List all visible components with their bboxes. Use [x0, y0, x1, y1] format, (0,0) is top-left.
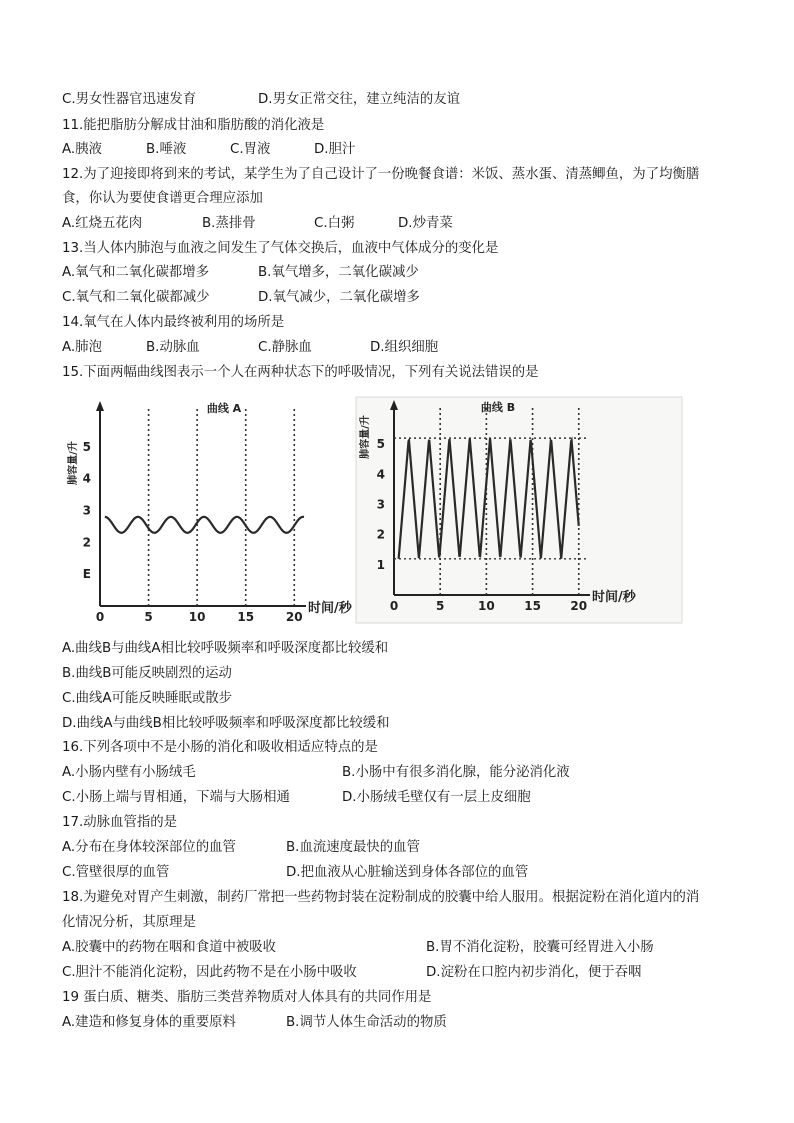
- q16-option-d: D.小肠绒毛壁仅有一层上皮细胞: [342, 790, 531, 805]
- chart-a-x-label: 时间/秒: [308, 601, 352, 616]
- q13-option-c: C.氧气和二氧化碳都减少: [62, 290, 210, 305]
- q14-option-b: B.动脉血: [146, 340, 200, 355]
- q17-option-c: C.管壁很厚的血管: [62, 865, 170, 880]
- q17-option-a: A.分布在身体较深部位的血管: [62, 840, 236, 855]
- q12-option-c: C.白粥: [314, 216, 355, 231]
- chart-a-y-tick-2: 3: [82, 503, 91, 518]
- chart-b-y-tick-2: 3: [376, 497, 385, 512]
- chart-a-y-tick-4: 5: [82, 439, 91, 454]
- q13-option-b: B.氧气增多，二氧化碳减少: [258, 265, 419, 280]
- chart-a-y-tick-0: E: [82, 567, 91, 582]
- chart-curve-a-svg: [64, 395, 352, 625]
- q11-option-b: B.唾液: [146, 142, 187, 157]
- chart-b-x-tick-4: 20: [570, 599, 588, 613]
- q18-option-c: C.胆汁不能消化淀粉，因此药物不是在小肠中吸收: [62, 965, 357, 980]
- chart-a-x-tick-4: 20: [285, 610, 303, 624]
- chart-a-x-tick-2: 10: [188, 610, 206, 624]
- q18-option-d: D.淀粉在口腔内初步消化，便于吞咽: [426, 965, 642, 980]
- chart-b-x-tick-3: 15: [524, 599, 541, 613]
- q15-option-c: C.曲线A可能反映睡眠或散步: [62, 691, 233, 706]
- q17-stem: 17.动脉血管指的是: [62, 815, 178, 830]
- q16-option-b: B.小肠中有很多消化腺，能分泌消化液: [342, 765, 570, 780]
- chart-b-x-label: 时间/秒: [592, 590, 636, 605]
- chart-b-y-tick-3: 4: [376, 467, 385, 482]
- chart-a-y-arrow: [96, 401, 104, 411]
- q14-stem: 14.氧气在人体内最终被利用的场所是: [62, 315, 285, 330]
- q15-option-d: D.曲线A与曲线B相比较呼吸频率和呼吸深度都比较缓和: [62, 716, 390, 731]
- q13-option-d: D.氧气减少，二氧化碳增多: [258, 290, 420, 305]
- q13-stem: 13.当人体内肺泡与血液之间发生了气体交换后，血液中气体成分的变化是: [62, 241, 499, 256]
- q10-option-c: C.男女性器官迅速发育: [62, 92, 197, 107]
- q16-option-a: A.小肠内壁有小肠绒毛: [62, 765, 196, 780]
- chart-a-x-tick-1: 5: [144, 610, 153, 624]
- q18-stem-line1: 18.为避免对胃产生刺激，制药厂常把一些药物封装在淀粉制成的胶囊中给人服用。根据淀粉在消化道内的消: [62, 890, 700, 905]
- chart-a-y-tick-1: 2: [82, 535, 91, 550]
- q16-stem: 16.下列各项中不是小肠的消化和吸收相适应特点的是: [62, 740, 378, 755]
- q11-option-d: D.胆汁: [314, 142, 356, 157]
- q12-option-d: D.炒青菜: [398, 216, 453, 231]
- q11-option-a: A.胰液: [62, 142, 102, 157]
- q17-option-d: D.把血液从心脏输送到身体各部位的血管: [286, 865, 529, 880]
- q12-option-b: B.蒸排骨: [202, 216, 256, 231]
- chart-a-y-label: 肺容量/升: [68, 441, 79, 485]
- q19-option-a: A.建造和修复身体的重要原料: [62, 1015, 236, 1030]
- q16-option-c: C.小肠上端与胃相通，下端与大肠相通: [62, 790, 290, 805]
- q19-option-b: B.调节人体生命活动的物质: [286, 1015, 447, 1030]
- q12-stem-line1: 12.为了迎接即将到来的考试，某学生为了自己设计了一份晚餐食谱：米饭、蒸水蛋、清蒸鲫鱼，为了均衡膳: [62, 167, 700, 182]
- chart-curve-a: [64, 395, 352, 625]
- q14-option-d: D.组织细胞: [370, 340, 439, 355]
- chart-curve-b-svg: [354, 395, 684, 625]
- chart-a-y-tick-3: 4: [82, 471, 91, 486]
- q10-option-d: D.男女正常交往，建立纯洁的友谊: [258, 92, 461, 107]
- q14-option-c: C.静脉血: [258, 340, 312, 355]
- chart-b-x-tick-2: 10: [478, 599, 495, 613]
- q15-option-b: B.曲线B可能反映剧烈的运动: [62, 666, 232, 681]
- q12-stem-line2: 食，你认为要使食谱更合理应添加: [62, 191, 263, 206]
- q11-option-c: C.胃液: [230, 142, 271, 157]
- q18-stem-line2: 化情况分析，其原理是: [62, 915, 196, 930]
- q11-stem: 11.能把脂肪分解成甘油和脂肪酸的消化液是: [62, 118, 325, 133]
- q12-option-a: A.红烧五花肉: [62, 216, 143, 231]
- q14-option-a: A.肺泡: [62, 340, 102, 355]
- q13-option-a: A.氧气和二氧化碳都增多: [62, 265, 210, 280]
- chart-curve-b: [354, 395, 684, 625]
- q15-option-a: A.曲线B与曲线A相比较呼吸频率和呼吸深度都比较缓和: [62, 641, 389, 656]
- chart-b-y-tick-4: 5: [376, 437, 385, 452]
- q18-option-a: A.胶囊中的药物在咽和食道中被吸收: [62, 940, 277, 955]
- chart-b-title: 曲线 B: [480, 401, 516, 414]
- chart-b-y-tick-0: 1: [376, 557, 385, 572]
- chart-a-title: 曲线 A: [206, 402, 242, 415]
- q19-stem: 19 蛋白质、糖类、脂肪三类营养物质对人体具有的共同作用是: [62, 990, 432, 1005]
- q18-option-b: B.胃不消化淀粉，胶囊可经胃进入小肠: [426, 940, 654, 955]
- q15-stem: 15.下面两幅曲线图表示一个人在两种状态下的呼吸情况，下列有关说法错误的是: [62, 365, 539, 380]
- chart-b-x-tick-1: 5: [436, 599, 445, 613]
- chart-b-y-label: 肺容量/升: [360, 415, 371, 459]
- q17-option-b: B.血流速度最快的血管: [286, 840, 420, 855]
- chart-a-x-tick-0: 0: [95, 610, 105, 624]
- chart-a-x-tick-3: 15: [237, 610, 255, 624]
- chart-b-y-tick-1: 2: [376, 527, 385, 542]
- chart-b-x-tick-0: 0: [389, 599, 399, 613]
- chart-a-series-0: [105, 517, 304, 533]
